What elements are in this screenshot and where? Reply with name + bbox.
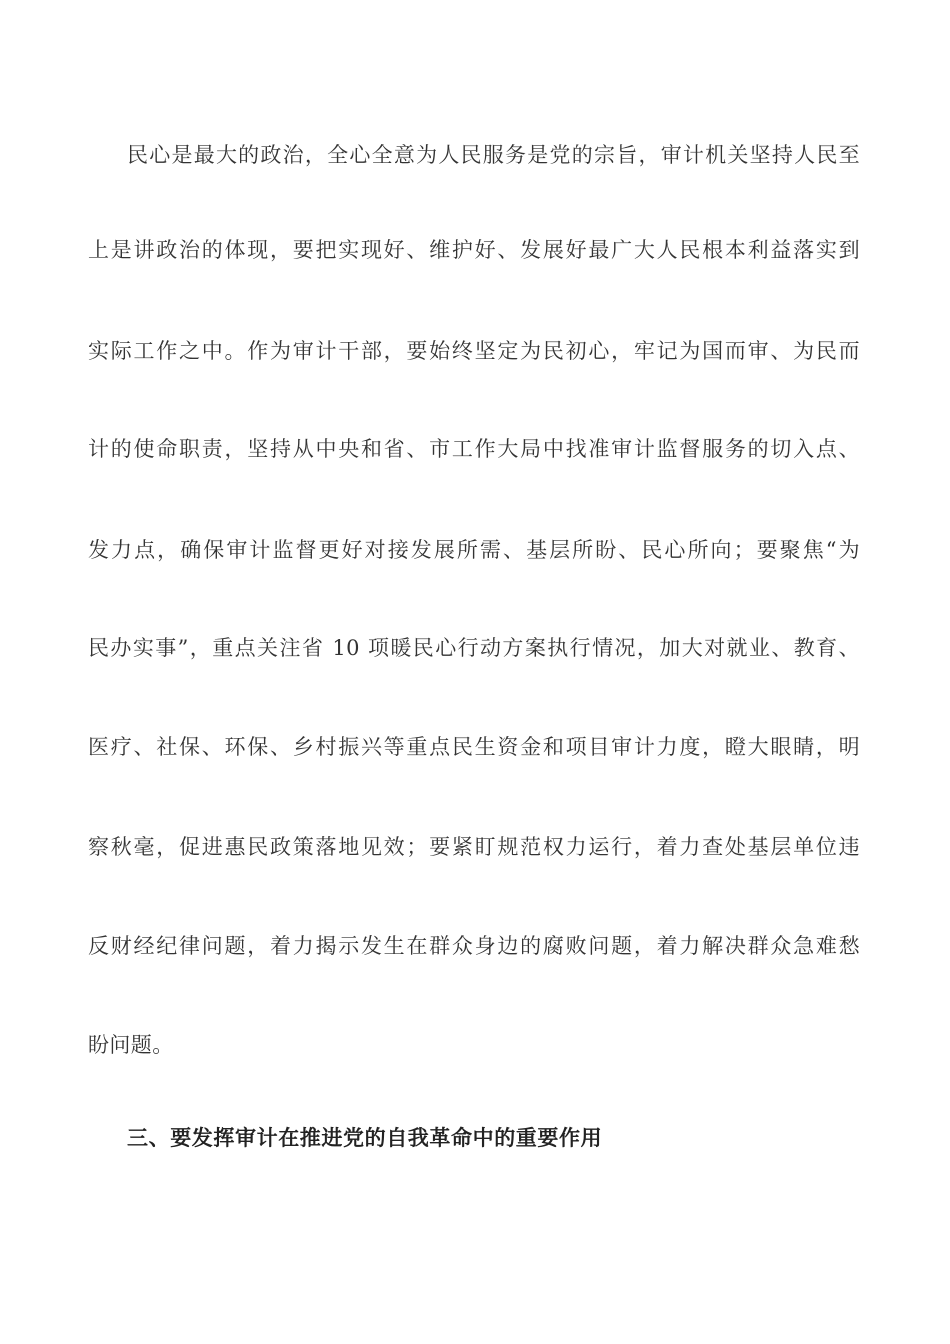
paragraph-line: 民心是最大的政治，全心全意为人民服务是党的宗旨，审计机关坚持人民至 bbox=[127, 143, 860, 167]
paragraph-line: 民办实事”，重点关注省 10 项暖民心行动方案执行情况，加大对就业、教育、 bbox=[88, 636, 860, 660]
section-heading: 三、要发挥审计在推进党的自我革命中的重要作用 bbox=[127, 1125, 603, 1150]
paragraph-line: 计的使命职责，坚持从中央和省、市工作大局中找准审计监督服务的切入点、 bbox=[88, 437, 860, 461]
paragraph-line: 盼问题。 bbox=[88, 1033, 174, 1057]
paragraph-line: 察秋毫，促进惠民政策落地见效；要紧盯规范权力运行，着力查处基层单位违 bbox=[88, 835, 860, 859]
paragraph-line: 反财经纪律问题，着力揭示发生在群众身边的腐败问题，着力解决群众急难愁 bbox=[88, 934, 860, 958]
paragraph-line: 实际工作之中。作为审计干部，要始终坚定为民初心，牢记为国而审、为民而 bbox=[88, 339, 860, 363]
paragraph-line: 上是讲政治的体现，要把实现好、维护好、发展好最广大人民根本利益落实到 bbox=[88, 238, 860, 262]
paragraph-line: 医疗、社保、环保、乡村振兴等重点民生资金和项目审计力度，瞪大眼睛，明 bbox=[88, 735, 860, 759]
paragraph-line: 发力点，确保审计监督更好对接发展所需、基层所盼、民心所向；要聚焦“为 bbox=[88, 538, 860, 562]
